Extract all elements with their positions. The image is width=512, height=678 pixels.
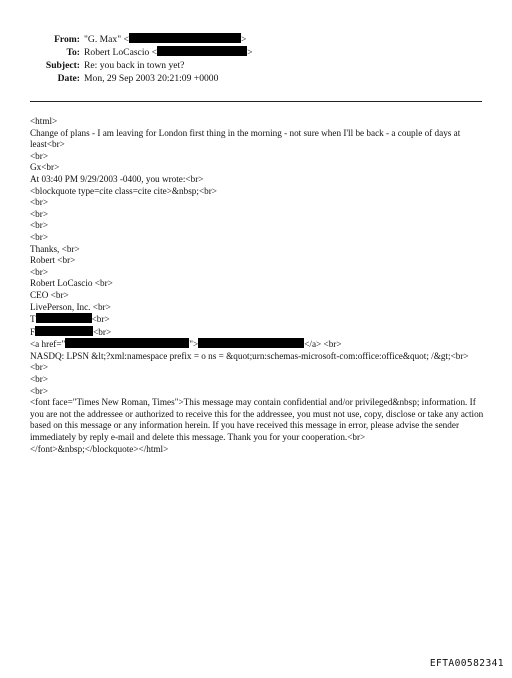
body-line: CEO <br>: [30, 289, 69, 300]
body-line: <br>: [30, 374, 49, 385]
date-value: Mon, 29 Sep 2003 20:21:09 +0000: [84, 73, 219, 84]
redaction-box: [35, 326, 93, 336]
body-line: <br>: [30, 231, 49, 242]
to-row: [0, 46, 512, 59]
fax-line: F <br>: [30, 326, 112, 337]
to-value: Robert LoCascio < >: [84, 47, 253, 58]
body-line: Gx<br>: [30, 162, 60, 173]
body-line: Robert <br>: [30, 255, 76, 266]
to-label: To:: [66, 47, 80, 58]
from-row: [0, 33, 512, 46]
body-line: <html>: [30, 116, 58, 126]
body-line: Robert LoCascio <br>: [30, 278, 113, 289]
body-line: <br>: [30, 220, 49, 231]
body-line: <br>: [30, 208, 49, 219]
document-id: EFTA00582341: [429, 658, 504, 669]
body-paragraph: Change of plans - I am leaving for London first thing in the morning - not sure when I'll be back - a couple of days at least<br>: [30, 127, 461, 150]
email-header: [0, 33, 512, 85]
redaction-box: [129, 33, 241, 43]
body-line: <br>: [30, 266, 49, 277]
email-body: [30, 116, 488, 455]
from-label: From:: [54, 34, 80, 45]
body-line: <br>: [30, 362, 49, 373]
disclaimer-paragraph: <font face="Times New Roman, Times">This message may contain confidential and/or privileged&nbsp; information. If you are not the addressee or authorized to receive this for the addressee, you must not use, copy, disclose or take any action based on this message or any information herein. If you have received this message in error, please advise the sender immediately by reply e-mail and delete this message. Thank you for your cooperation.<br>: [30, 397, 484, 443]
subject-value: Re: you back in town yet?: [84, 60, 185, 71]
body-line: </font>&nbsp;</blockquote></html>: [30, 443, 169, 454]
from-value: "G. Max" < >: [84, 34, 247, 45]
body-line: <blockquote type=cite class=cite cite>&nbsp;<br>: [30, 185, 217, 196]
redaction-box: [65, 338, 189, 348]
phone-line: T <br>: [30, 314, 110, 325]
body-line: <br>: [30, 150, 49, 161]
redaction-box: [157, 46, 247, 56]
subject-row: [0, 59, 512, 72]
redaction-box: [198, 338, 304, 348]
body-paragraph: NASDQ: LPSN &lt;?xml:namespace prefix = o ns = &quot;urn:schemas-microsoft-com:office:office&quot; /&gt;<br>: [30, 350, 469, 361]
header-divider: [30, 101, 482, 102]
subject-label: Subject:: [45, 60, 80, 71]
redaction-box: [36, 313, 92, 323]
body-line: At 03:40 PM 9/29/2003 -0400, you wrote:<br>: [30, 173, 204, 184]
body-line: <br>: [30, 197, 49, 208]
body-line: Thanks, <br>: [30, 243, 80, 254]
body-line: LivePerson, Inc. <br>: [30, 301, 111, 312]
link-line: <a href=" "> </a> <br>: [30, 339, 342, 350]
body-line: <br>: [30, 385, 49, 396]
date-label: Date:: [57, 73, 80, 84]
date-row: [0, 72, 512, 85]
